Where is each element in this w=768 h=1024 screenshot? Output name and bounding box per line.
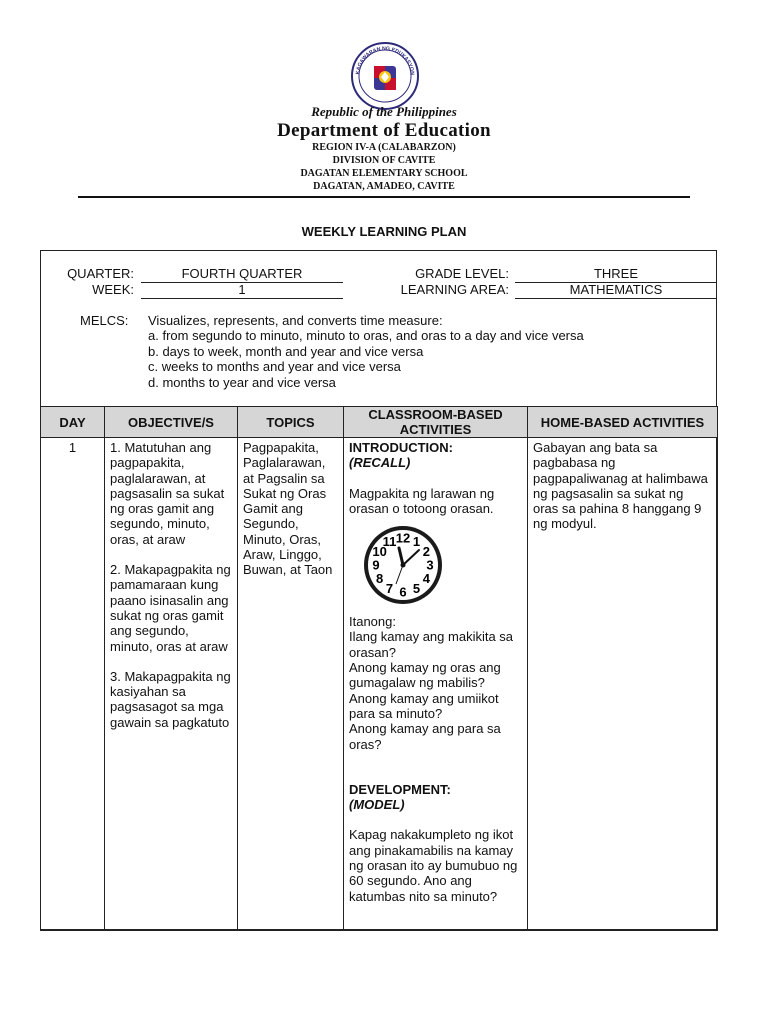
quarter-label: QUARTER: bbox=[67, 266, 134, 281]
melcs-line: b. days to week, month and year and vice versa bbox=[148, 344, 424, 359]
grade-level-value: THREE bbox=[515, 266, 717, 283]
table-row bbox=[41, 438, 718, 931]
melcs-line: c. weeks to months and year and vice versa bbox=[148, 359, 401, 374]
learning-plan-table bbox=[40, 406, 718, 931]
grade-level-label: GRADE LEVEL: bbox=[415, 266, 509, 281]
table-header-row bbox=[41, 407, 718, 438]
week-label: WEEK: bbox=[92, 282, 134, 297]
question-item: Anong kamay ang para sa oras? bbox=[349, 721, 501, 752]
learning-area-value: MATHEMATICS bbox=[515, 282, 717, 299]
clock-numeral: 5 bbox=[412, 581, 421, 597]
melcs-label: MELCS: bbox=[80, 313, 129, 328]
header-classroom-activities: CLASSROOM-BASED ACTIVITIES bbox=[344, 407, 528, 438]
header-objectives: OBJECTIVE/S bbox=[105, 407, 238, 438]
region-text: REGION IV-A (CALABARZON) bbox=[312, 142, 456, 153]
clock-numeral: 11 bbox=[382, 534, 397, 550]
clock-numeral: 2 bbox=[422, 544, 431, 560]
header-home-activities: HOME-BASED ACTIVITIES bbox=[528, 407, 718, 438]
department-heading: Department of Education bbox=[277, 120, 491, 141]
deped-seal-logo bbox=[351, 42, 419, 110]
clock-numeral: 12 bbox=[395, 530, 411, 546]
division-text: DIVISION OF CAVITE bbox=[332, 155, 436, 166]
home-activities-cell: Gabayan ang bata sa pagbabasa ng pagpapaliwanag at halimbawa ng pagsasalin sa sukat ng oras sa pahina 8 hanggang 9 ng modyul. bbox=[528, 438, 718, 931]
recall-subheading: (RECALL) bbox=[349, 455, 411, 471]
model-subheading: (MODEL) bbox=[349, 797, 405, 813]
development-heading: DEVELOPMENT: bbox=[349, 781, 451, 797]
introduction-text: Magpakita ng larawan ng orasan o totoong orasan. bbox=[349, 485, 495, 516]
melcs-line: a. from segundo to minuto, minuto to oras, and oras to a day and vice versa bbox=[148, 328, 584, 343]
question-item: Anong kamay ng oras ang gumagalaw ng mabilis? bbox=[349, 660, 501, 691]
classroom-activities-cell bbox=[344, 438, 528, 931]
introduction-heading: INTRODUCTION: bbox=[349, 440, 453, 455]
header-divider bbox=[78, 196, 690, 198]
school-text: DAGATAN ELEMENTARY SCHOOL bbox=[300, 168, 468, 179]
question-item: Ilang kamay ang makikita sa orasan? bbox=[349, 629, 514, 660]
quarter-value: FOURTH QUARTER bbox=[141, 266, 343, 283]
clock-numeral: 6 bbox=[399, 584, 407, 600]
questions-label: Itanong: bbox=[349, 614, 396, 630]
melcs-line: Visualizes, represents, and converts time measure: bbox=[148, 313, 443, 328]
melcs-line: d. months to year and vice versa bbox=[148, 375, 336, 390]
week-value: 1 bbox=[141, 282, 343, 299]
republic-heading: Republic of the Philippines bbox=[311, 104, 457, 119]
clock-numeral: 7 bbox=[385, 581, 394, 597]
clock-numeral: 10 bbox=[372, 544, 387, 560]
clock-numeral: 1 bbox=[412, 534, 421, 550]
objective-item: 2. Makapagpakita ng pamamaraan kung paano isinasalin ang sukat ng oras gamit ang segundo, minuto, oras at araw bbox=[110, 562, 231, 654]
question-item: Anong kamay ang umiikot para sa minuto? bbox=[349, 690, 499, 721]
objective-item: 3. Makapagpakita ng kasiyahan sa pagsasagot sa mga gawain sa pagkatuto bbox=[110, 668, 231, 730]
learning-area-label: LEARNING AREA: bbox=[400, 282, 509, 297]
address-text: DAGATAN, AMADEO, CAVITE bbox=[313, 181, 455, 192]
clock-numeral: 4 bbox=[422, 571, 431, 587]
clock-image bbox=[355, 524, 451, 606]
svg-text:KAGAWARAN NG EDUKASYON: KAGAWARAN NG EDUKASYON bbox=[355, 45, 416, 76]
objectives-cell bbox=[105, 438, 238, 931]
topics-cell: Pagpapakita, Paglalarawan, at Pagsalin sa Sukat ng Oras Gamit ang Segundo, Minuto, Oras, Araw, Linggo, Buwan, at Taon bbox=[238, 438, 344, 931]
development-text: Kapag nakakumpleto ng ikot ang pinakamabilis na kamay ng orasan ito ay bumubuo ng 60 segundo. Ano ang katumbas nito sa minuto? bbox=[349, 827, 518, 904]
page-title: WEEKLY LEARNING PLAN bbox=[301, 224, 467, 239]
header-topics: TOPICS bbox=[238, 407, 344, 438]
clock-numeral: 8 bbox=[375, 571, 384, 587]
header-day: DAY bbox=[41, 407, 105, 438]
objective-item: 1. Matutuhan ang pagpapakita, paglalarawan, at pagsasalin sa sukat ng oras gamit ang segundo, minuto, oras, at araw bbox=[110, 440, 225, 547]
day-cell: 1 bbox=[41, 438, 105, 931]
clock-numeral: 3 bbox=[426, 557, 434, 573]
clock-numeral: 9 bbox=[372, 557, 380, 573]
